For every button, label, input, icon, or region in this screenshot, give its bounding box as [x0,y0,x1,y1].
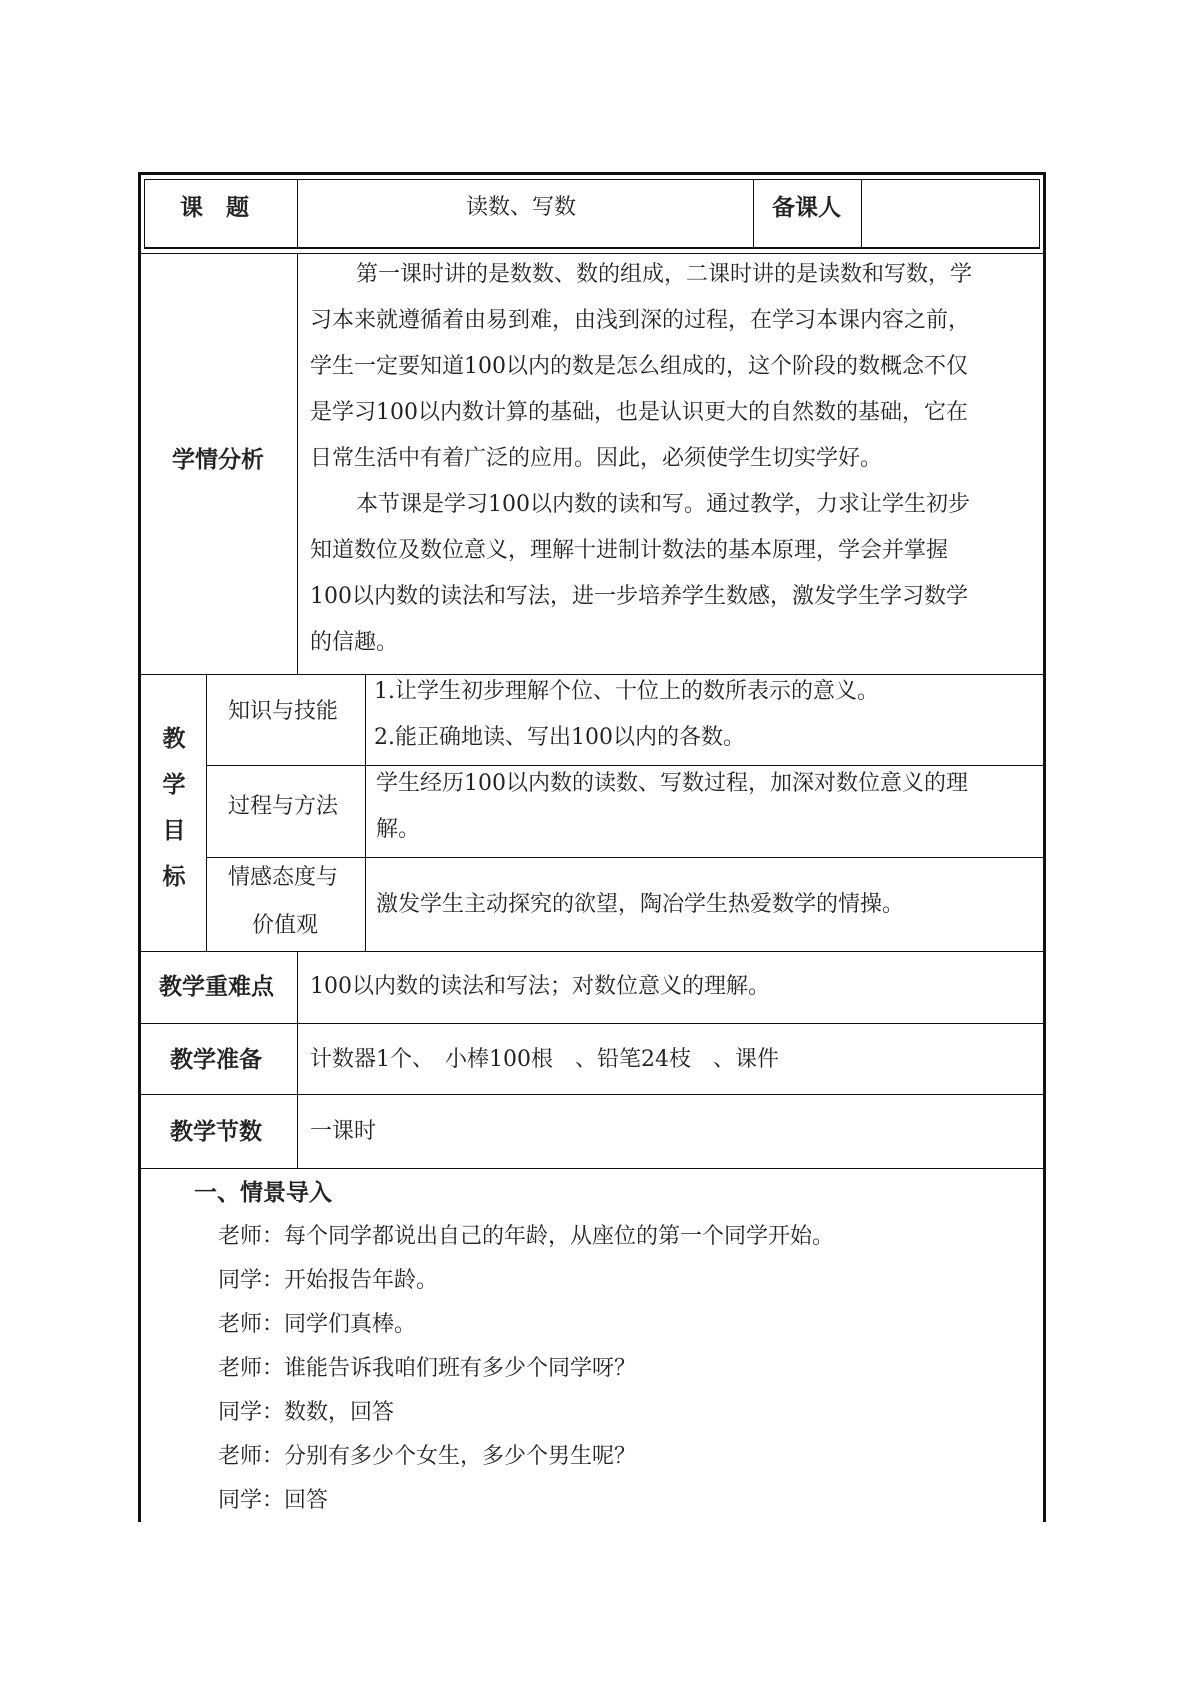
topic-label: 课 题 [180,195,249,221]
knowledge-item: 1.让学生初步理解个位、十位上的数所表示的意义。 [374,679,879,704]
border-top-inner [144,179,1040,180]
analysis-col [297,253,298,675]
prep-bottom [138,1094,1046,1095]
header-col-1 [297,179,298,248]
emotion-text: 激发学生主动探究的欲望，陶冶学生热爱数学的情操。 [376,892,905,917]
border-left-inner [144,179,145,248]
analysis-line: 习本来就遵循着由易到难，由浅到深的过程，在学习本课内容之前， [310,308,971,333]
topic-value: 读数、写数 [466,195,577,220]
analysis-line: 日常生活中有着广泛的应用。因此，必须使学生切实学好。 [310,446,883,471]
dialogue-line: 老师：同学们真棒。 [218,1312,417,1337]
objectives-label-char: 目 [162,818,186,844]
dialogue-line: 同学：开始报告年龄。 [218,1268,439,1293]
keypoints-label: 教学重难点 [159,974,274,1000]
objectives-label-char: 学 [162,772,186,798]
preparation-label: 教学准备 [170,1047,262,1073]
border-right-outer [1043,172,1046,1522]
dialogue-line: 老师：每个同学都说出自己的年龄，从座位的第一个同学开始。 [218,1224,835,1249]
analysis-line: 100以内数的读法和写法，进一步培养学生数感，激发学生学习数学 [310,584,968,609]
process-label: 过程与方法 [228,794,339,819]
objectives-row-1 [206,765,1046,766]
header-col-3 [861,179,862,248]
periods-label: 教学节数 [170,1119,262,1145]
border-left-outer [138,172,141,1522]
objectives-label [159,716,189,900]
objectives-col-2 [365,674,366,951]
process-line: 解。 [376,817,421,842]
keypoints-text: 100以内数的读法和写法；对数位意义的理解。 [310,974,770,999]
preparation-text: 计数器1个、 小棒100根 、铅笔24枝 、课件 [310,1047,779,1072]
objectives-row-2 [206,857,1046,858]
border-right-inner [1039,179,1040,248]
emotion-label-line: 价值观 [252,913,319,938]
dialogue-line: 老师：谁能告诉我咱们班有多少个同学呀？ [218,1356,637,1381]
dialogue-line: 同学：数数，回答 [218,1400,395,1425]
analysis-line: 学生一定要知道100以内的数是怎么组成的，这个阶段的数概念不仅 [310,354,968,379]
header-col-2 [753,179,754,248]
analysis-line: 第一课时讲的是数数、数的组成，二课时讲的是读数和写数，学 [356,262,973,287]
emotion-label-line: 情感态度与 [228,865,339,890]
periods-text: 一课时 [310,1119,377,1144]
knowledge-item: 2.能正确地读、写出100以内的各数。 [374,725,745,750]
analysis-line: 知道数位及数位意义，理解十进制计数法的基本原理，学会并掌握 [310,538,949,563]
header-row-bottom-1 [144,247,1040,249]
analysis-line: 本节课是学习100以内数的读和写。通过教学，力求让学生初步 [356,492,970,517]
objectives-label-char: 标 [162,864,186,890]
objectives-label-char: 教 [162,726,186,752]
analysis-line: 是学习100以内数计算的基础，也是认识更大的自然数的基础，它在 [310,400,968,425]
process-line: 学生经历100以内数的读数、写数过程，加深对数位意义的理 [376,771,968,796]
lower-col [297,951,298,1168]
dialogue-line: 老师：分别有多少个女生，多少个男生呢？ [218,1444,637,1469]
periods-bottom [138,1168,1046,1169]
preparer-label: 备课人 [772,195,841,221]
keypoints-bottom [138,1023,1046,1024]
border-top-outer [138,172,1046,175]
section-heading: 一、情景导入 [194,1180,332,1206]
objectives-bottom [138,951,1046,952]
knowledge-label: 知识与技能 [228,699,339,724]
analysis-line: 的信趣。 [310,630,399,655]
dialogue-line: 同学：回答 [218,1488,329,1513]
analysis-label: 学情分析 [172,447,264,473]
objectives-col-1 [206,674,207,951]
analysis-bottom [138,674,1046,675]
